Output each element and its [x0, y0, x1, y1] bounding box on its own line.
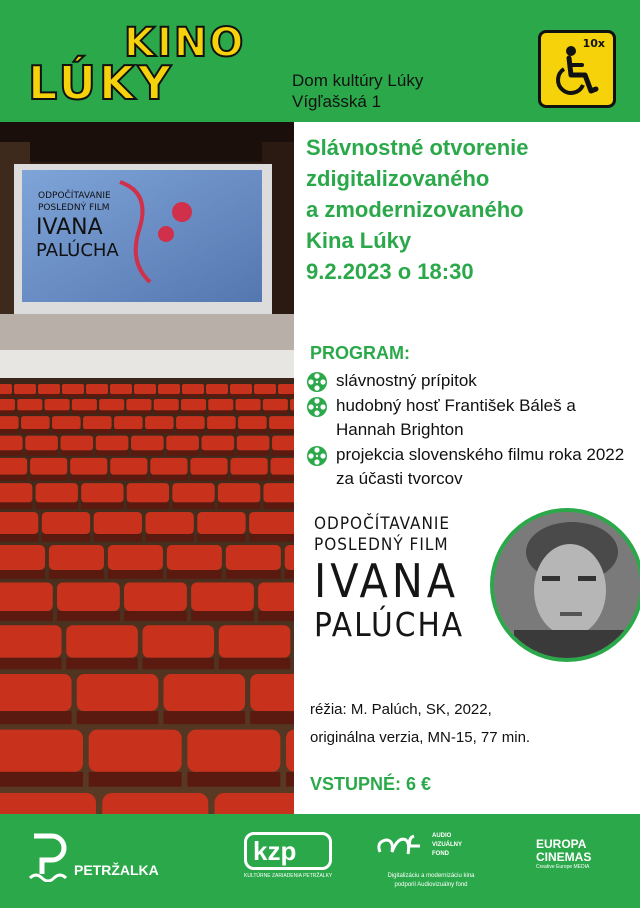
seat: [172, 483, 214, 502]
seat-shadow: [166, 450, 199, 455]
program-item-text: slávnostný prípitok: [336, 371, 477, 390]
seat: [0, 674, 72, 711]
europa-cinemas-logo: [536, 838, 591, 870]
seat: [163, 674, 245, 711]
program-item-text: hudobný hosť František Báleš a Hannah Brighton: [336, 396, 576, 439]
film-title-line-4: PALÚCHA: [314, 605, 465, 644]
seat: [17, 399, 42, 410]
seat: [208, 399, 233, 410]
seat: [145, 512, 193, 534]
seat-shadow: [176, 429, 205, 434]
film-credit-line-1: réžia: M. Palúch, SK, 2022,: [310, 701, 492, 718]
program-item: [306, 369, 636, 393]
seat-shadow: [150, 475, 187, 481]
seat-shadow: [207, 429, 236, 434]
film-title-line-1: ODPOČÍTAVANIE: [314, 514, 451, 534]
seat-shadow: [249, 534, 294, 542]
seat-shadow: [182, 394, 204, 398]
seat-shadow: [271, 475, 294, 481]
seat-shadow: [0, 475, 27, 481]
seat-shadow: [14, 394, 36, 398]
film-credit-line-2: originálna verzia, MN-15, 77 min.: [310, 729, 531, 746]
seat: [226, 545, 281, 570]
seat-shadow: [154, 410, 179, 414]
seat: [72, 399, 97, 410]
seat: [57, 582, 120, 611]
program-item: [306, 394, 636, 442]
seat: [236, 399, 261, 410]
avf-line-1: AUDIO: [432, 833, 452, 839]
seat: [126, 399, 151, 410]
seat: [286, 730, 294, 772]
venue-address: [292, 70, 423, 112]
screen-text-1: ODPOČÍTAVANIE: [38, 191, 111, 201]
seat-shadow: [181, 410, 206, 414]
seat-shadow: [187, 772, 280, 787]
europa-line-2: CINEMAS: [536, 850, 592, 864]
seat: [237, 436, 270, 451]
screen-text-2: POSLEDNÝ FILM: [38, 203, 110, 213]
avf-line-3: FOND: [432, 851, 449, 857]
event-title-line-2: zdigitalizovaného: [306, 166, 490, 191]
seat: [0, 483, 32, 502]
seat: [206, 384, 228, 394]
seat: [150, 458, 187, 475]
seat: [182, 384, 204, 394]
seat: [0, 582, 53, 611]
seat-shadow: [36, 502, 78, 509]
seat: [0, 384, 12, 394]
petrzalka-label: PETRŽALKA: [74, 862, 159, 878]
seat-shadow: [286, 772, 294, 787]
seat: [197, 512, 245, 534]
screen-text-4: PALÚCHA: [36, 240, 119, 261]
seat-shadow: [0, 410, 15, 414]
seat: [145, 416, 174, 429]
kzp-logo: [244, 832, 332, 879]
seat: [94, 512, 142, 534]
seat: [0, 625, 62, 658]
footer-band: [0, 814, 640, 908]
seat: [66, 625, 138, 658]
seat: [49, 545, 104, 570]
venue-street: Vígľašská 1: [292, 92, 382, 111]
seat: [70, 458, 107, 475]
seat-shadow: [126, 410, 151, 414]
cinema-hall-photo: [0, 122, 294, 814]
seat: [81, 483, 123, 502]
seat: [110, 458, 147, 475]
seat-shadow: [134, 394, 156, 398]
petrzalka-logo: [28, 832, 159, 886]
event-date: 9.2.2023 o 18:30: [306, 259, 474, 284]
seat-shadow: [108, 570, 163, 579]
seat-shadow: [66, 658, 138, 669]
seat: [191, 582, 254, 611]
seat-shadow: [272, 450, 294, 455]
seat-shadow: [219, 658, 291, 669]
seat: [190, 458, 227, 475]
seat: [218, 483, 260, 502]
petrzalka-emblem-icon: [28, 832, 70, 882]
seat-shadow: [236, 410, 261, 414]
kzp-subtitle: KULTÚRNE ZARIADENIA PETRŽALKY: [244, 873, 333, 879]
seat: [86, 384, 108, 394]
seat: [154, 399, 179, 410]
seat: [114, 416, 143, 429]
event-title-line-3: a zmodernizovaného: [306, 197, 524, 222]
seat: [102, 793, 208, 814]
kino-luky-logo: [28, 20, 246, 110]
seat-shadow: [0, 711, 72, 724]
seat: [181, 399, 206, 410]
program-list: [306, 369, 636, 492]
seat-shadow: [0, 394, 12, 398]
seat: [14, 384, 36, 394]
seat-shadow: [237, 450, 270, 455]
seat-shadow: [25, 450, 58, 455]
venue-name: Dom kultúry Lúky: [292, 71, 424, 90]
seat-shadow: [285, 570, 294, 579]
seat-shadow: [77, 711, 159, 724]
seat-shadow: [0, 772, 83, 787]
seat: [134, 384, 156, 394]
seat-shadow: [81, 502, 123, 509]
film-title-line-3: IVANA: [314, 554, 460, 608]
seat-shadow: [86, 394, 108, 398]
seat: [30, 458, 67, 475]
seat: [290, 399, 294, 410]
seat-shadow: [110, 475, 147, 481]
seat-shadow: [17, 410, 42, 414]
seat-shadow: [61, 450, 94, 455]
seat-shadow: [0, 658, 62, 669]
seat-shadow: [290, 410, 294, 414]
seat-shadow: [127, 502, 169, 509]
seat: [131, 436, 164, 451]
avf-note-1: Digitalizáciu a modernizáciu kina: [387, 873, 475, 879]
seat-shadow: [263, 502, 294, 509]
seat-shadow: [49, 570, 104, 579]
seat-shadow: [89, 772, 182, 787]
seat-shadow: [114, 429, 143, 434]
film-title-line-2: POSLEDNÝ FILM: [314, 535, 449, 555]
europa-line-3: Creative Europe MEDIA: [536, 864, 590, 870]
seat: [219, 625, 291, 658]
avf-line-2: VIZUÁLNY: [432, 842, 462, 848]
seat: [36, 483, 78, 502]
seat-shadow: [202, 450, 235, 455]
seat: [61, 436, 94, 451]
seat: [202, 436, 235, 451]
seat: [21, 416, 50, 429]
seat: [52, 416, 81, 429]
seat-shadow: [124, 611, 187, 621]
seat: [77, 674, 159, 711]
event-title-line-4: Kina Lúky: [306, 228, 412, 253]
seat: [0, 458, 27, 475]
seat: [207, 416, 236, 429]
europa-line-1: EUROPA: [536, 837, 587, 851]
logo-kino-text: KINO: [124, 20, 246, 66]
seat-shadow: [145, 534, 193, 542]
seat-shadow: [131, 450, 164, 455]
actor-portrait: [490, 508, 640, 662]
film-reel-icon: [306, 371, 328, 393]
seat: [89, 730, 182, 772]
seat: [249, 512, 294, 534]
seat-shadow: [0, 534, 38, 542]
seat: [272, 436, 294, 451]
seat: [99, 399, 124, 410]
film-title-logo: [314, 514, 494, 644]
access-count: 10x: [582, 37, 605, 50]
seat-shadow: [96, 450, 129, 455]
seat: [176, 416, 205, 429]
seat-shadow: [0, 429, 19, 434]
screen-text-3: IVANA: [36, 215, 103, 240]
seat: [158, 384, 180, 394]
seat: [230, 384, 252, 394]
seat: [0, 730, 83, 772]
seat: [62, 384, 84, 394]
program-item-text: projekcia slovenského filmu roka 2022 za účasti tvorcov: [336, 445, 625, 488]
header-band: [0, 0, 640, 122]
seat: [250, 674, 294, 711]
seat-shadow: [258, 611, 294, 621]
wheelchair-icon: [549, 43, 605, 101]
seat-shadow: [191, 611, 254, 621]
event-title-block: [306, 132, 636, 287]
seat: [0, 416, 19, 429]
seat: [258, 582, 294, 611]
program-item: [306, 443, 636, 491]
seat-shadow: [218, 502, 260, 509]
film-reel-icon: [306, 445, 328, 467]
program-heading: PROGRAM:: [310, 343, 410, 363]
seat-shadow: [230, 394, 252, 398]
seat: [42, 512, 90, 534]
seat-shadow: [206, 394, 228, 398]
seat: [110, 384, 132, 394]
avf-note-2: podporil Audiovizuálny fond: [394, 882, 468, 888]
film-credits: [310, 696, 530, 752]
seat-shadow: [190, 475, 227, 481]
seat: [187, 730, 280, 772]
seat: [278, 384, 294, 394]
seat-shadow: [45, 410, 70, 414]
seat: [0, 436, 23, 451]
kzp-mark: kzp: [244, 832, 332, 870]
seat-shadow: [158, 394, 180, 398]
seat: [285, 545, 294, 570]
seat-shadow: [208, 410, 233, 414]
seat: [124, 582, 187, 611]
seat-shadow: [172, 502, 214, 509]
seat: [166, 436, 199, 451]
seat: [231, 458, 268, 475]
seat-shadow: [0, 450, 23, 455]
seat-shadow: [167, 570, 222, 579]
seat-shadow: [57, 611, 120, 621]
seat: [271, 458, 294, 475]
seat-shadow: [226, 570, 281, 579]
seat-shadow: [70, 475, 107, 481]
seat-shadow: [163, 711, 245, 724]
seat-shadow: [42, 534, 90, 542]
seat-shadow: [0, 570, 45, 579]
seat: [45, 399, 70, 410]
seat: [0, 399, 15, 410]
wheelchair-access-badge: [538, 30, 616, 108]
seat-shadow: [52, 429, 81, 434]
seat-shadow: [250, 711, 294, 724]
seat-shadow: [143, 658, 215, 669]
seat-shadow: [72, 410, 97, 414]
seat: [143, 625, 215, 658]
seat: [0, 793, 96, 814]
seat: [25, 436, 58, 451]
seat: [83, 416, 112, 429]
logo-luky-text: LÚKY: [28, 56, 174, 110]
ticket-price: VSTUPNÉ: 6 €: [310, 774, 432, 794]
seat-shadow: [145, 429, 174, 434]
seat: [127, 483, 169, 502]
seat-shadow: [83, 429, 112, 434]
seat-shadow: [254, 394, 276, 398]
seat-shadow: [238, 429, 267, 434]
seat: [269, 416, 294, 429]
seat-shadow: [38, 394, 60, 398]
seat: [167, 545, 222, 570]
seat-shadow: [231, 475, 268, 481]
event-title-line-1: Slávnostné otvorenie: [306, 135, 529, 160]
film-reel-icon: [306, 396, 328, 418]
seat: [96, 436, 129, 451]
seat-shadow: [278, 394, 294, 398]
seat-shadow: [94, 534, 142, 542]
seat: [254, 384, 276, 394]
seat: [0, 545, 45, 570]
seat: [0, 512, 38, 534]
seat: [38, 384, 60, 394]
seat: [263, 483, 294, 502]
seat: [238, 416, 267, 429]
seat-shadow: [197, 534, 245, 542]
seat-shadow: [62, 394, 84, 398]
seat: [215, 793, 294, 814]
seat-shadow: [21, 429, 50, 434]
seat: [108, 545, 163, 570]
seat-shadow: [0, 502, 32, 509]
seat-rows: [0, 384, 294, 814]
avf-mark-icon: [374, 832, 428, 860]
seat-shadow: [30, 475, 67, 481]
seat-shadow: [110, 394, 132, 398]
seat: [263, 399, 288, 410]
seat-shadow: [263, 410, 288, 414]
seat-shadow: [269, 429, 294, 434]
seat-shadow: [99, 410, 124, 414]
seat-shadow: [0, 611, 53, 621]
